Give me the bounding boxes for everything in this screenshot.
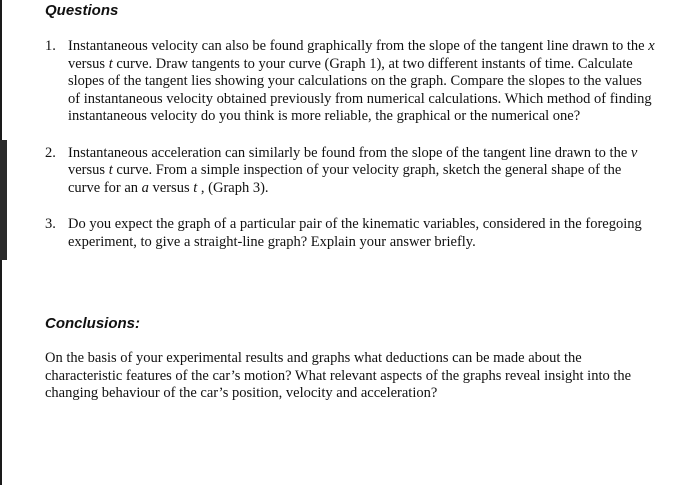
question-number: 2. xyxy=(45,144,56,161)
left-edge-shadow xyxy=(0,140,7,260)
variable-t: t xyxy=(193,179,198,196)
question-number: 1. xyxy=(45,38,56,54)
question-2 xyxy=(45,145,655,198)
questions-list xyxy=(45,38,655,251)
variable-a: a xyxy=(141,179,149,196)
question-3 xyxy=(45,216,655,251)
question-text: Do you expect the graph of a particular pair of the kinematic variables, considered in the foregoing experiment, to give a straight-line graph? Explain your answer briefly. xyxy=(68,216,642,250)
variable-t: t xyxy=(108,55,113,72)
question-number: 3. xyxy=(45,216,56,232)
variable-x: x xyxy=(648,38,655,54)
conclusions-paragraph: On the basis of your experimental results and graphs what deductions can be made about the characteristic features of the car’s motion? What relevant aspects of the graphs reveal insight into the changing behaviour of the car’s position, velocity and acceleration? xyxy=(45,350,632,401)
question-text: Instantaneous velocity can also be found graphically from the slope of the tangent line drawn to the x versus t curve. Draw tangents to your curve (Graph 1), at two different instants of time. Calculate slopes of the tangent lies showing your calculations on the graph. Compare the slopes to the values of instantaneous velocity obtained previously from numerical calculations. Which method of finding instantaneous velocity do you think is more reliable, the graphical or the numerical one? xyxy=(68,38,655,124)
question-text: Instantaneous acceleration can similarly be found from the slope of the tangent line drawn to the v versus t curve. From a simple inspection of your velocity graph, sketch the general shape of the curve for an a versus t , (Graph 3). xyxy=(68,144,638,196)
conclusions-heading: Conclusions: xyxy=(45,315,141,332)
question-1 xyxy=(45,38,655,126)
variable-t: t xyxy=(108,162,113,178)
variable-v: v xyxy=(630,144,638,161)
questions-heading: Questions xyxy=(45,2,119,19)
